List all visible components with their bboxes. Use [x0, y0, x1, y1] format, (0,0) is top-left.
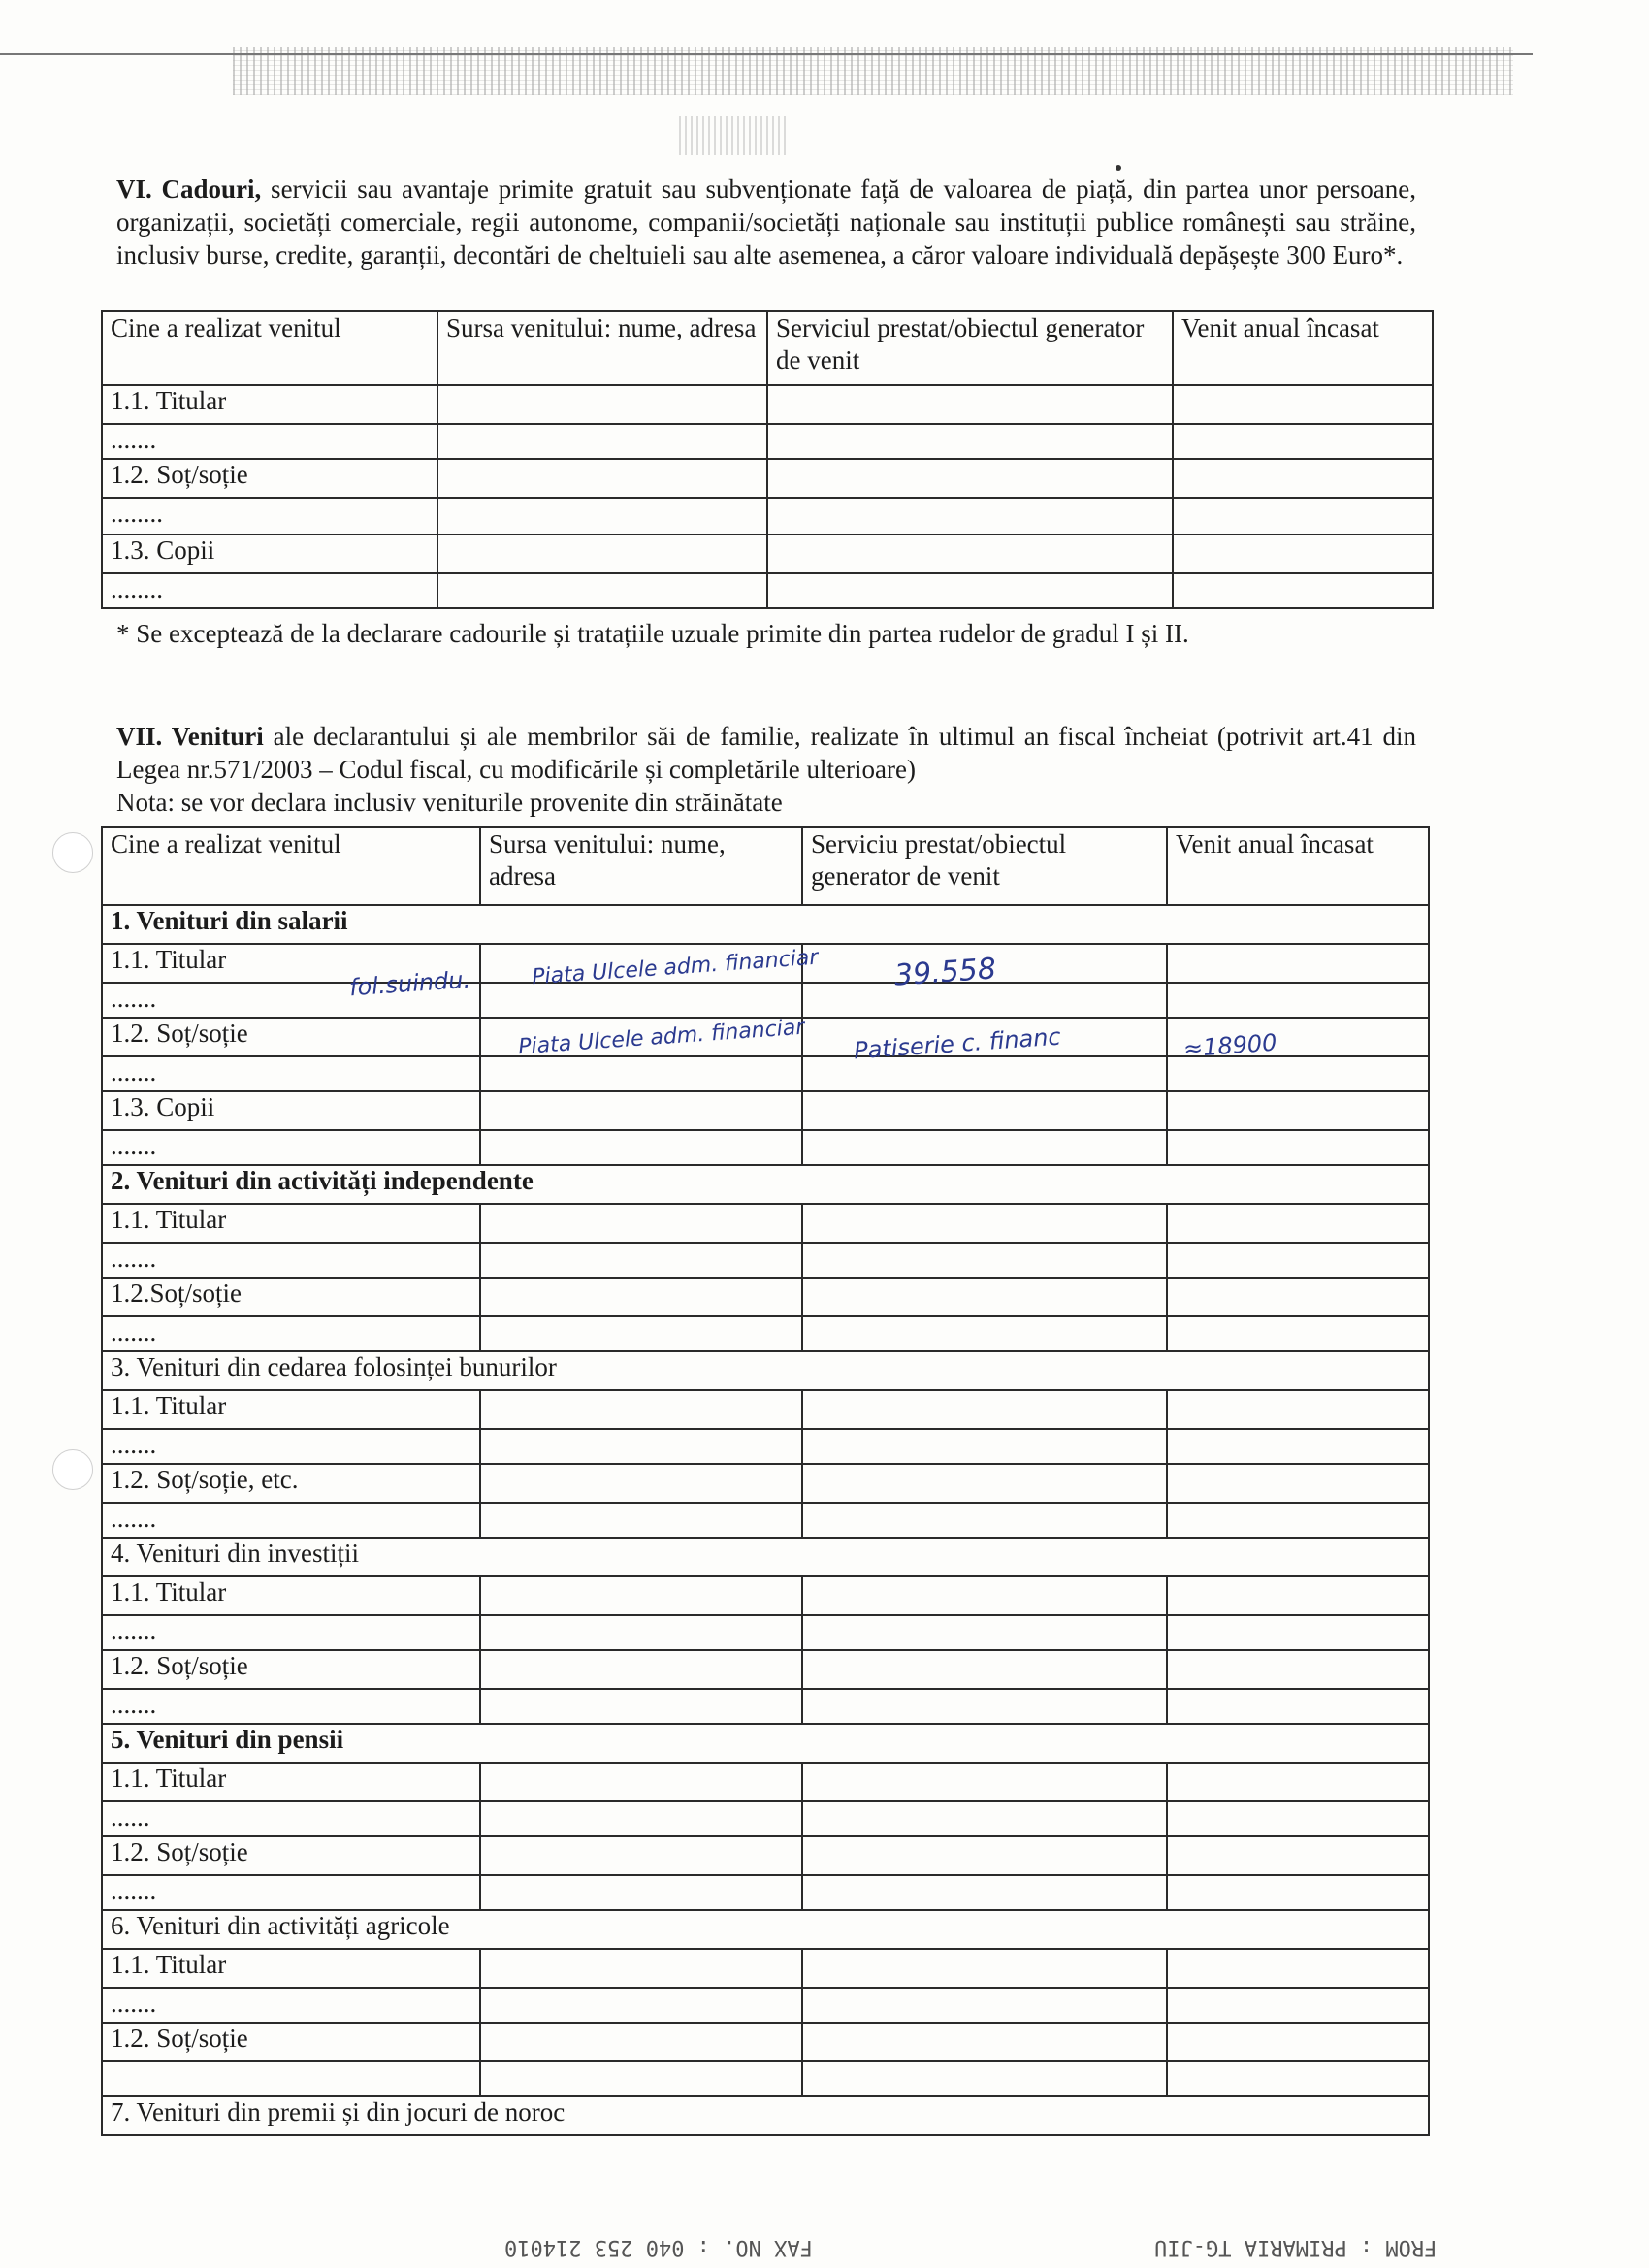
row-label: 1.1. Titular [102, 385, 437, 424]
service-cell [802, 2061, 1167, 2096]
income-cell [1167, 1390, 1429, 1429]
category-title: 4. Venituri din investiții [102, 1538, 1429, 1576]
page-top-edge [0, 53, 1533, 55]
table-row [102, 2023, 1429, 2061]
table-row [102, 498, 1433, 535]
income-cell [1167, 1576, 1429, 1615]
row-label: 1.1. Titular [102, 1204, 480, 1243]
source-cell [437, 535, 767, 573]
row-label: ....... [102, 1316, 480, 1351]
category-row [102, 905, 1429, 944]
source-cell [480, 1243, 802, 1278]
source-cell [480, 1836, 802, 1875]
income-cell [1167, 1243, 1429, 1278]
income-cell [1167, 1056, 1429, 1091]
service-cell [802, 1650, 1167, 1689]
section-6-heading: VI. Cadouri, [116, 175, 262, 204]
row-label: 1.2. Soț/soție [102, 1836, 480, 1875]
row-label: 1.1. Titular [102, 944, 480, 983]
table-row [102, 1949, 1429, 1988]
category-title: 6. Venituri din activități agricole [102, 1910, 1429, 1949]
gifts-table [101, 310, 1434, 609]
row-label: ....... [102, 983, 480, 1018]
income-cell [1167, 1801, 1429, 1836]
service-cell [802, 1429, 1167, 1464]
row-label: ....... [102, 1243, 480, 1278]
income-cell [1167, 1316, 1429, 1351]
category-title: 7. Venituri din premii și din jocuri de noroc [102, 2096, 1429, 2135]
handwritten-spouse-service: Patiserie c. financ [853, 1022, 1062, 1065]
source-cell [480, 2061, 802, 2096]
source-cell [437, 573, 767, 608]
source-cell [480, 1130, 802, 1165]
income-cell [1167, 983, 1429, 1018]
row-label: ....... [102, 1689, 480, 1724]
source-cell [437, 385, 767, 424]
service-cell [802, 1278, 1167, 1316]
table-row [102, 1503, 1429, 1538]
header-source: Sursa venitului: nume, adresa [480, 827, 802, 905]
row-label: ....... [102, 1503, 480, 1538]
service-cell [802, 1390, 1167, 1429]
service-cell [802, 1875, 1167, 1910]
source-cell [437, 424, 767, 459]
source-cell [437, 459, 767, 498]
source-cell [437, 498, 767, 535]
income-cell [1167, 1503, 1429, 1538]
category-title: 2. Venituri din activități independente [102, 1165, 1429, 1204]
handwritten-spouse-income: ≈18900 [1182, 1028, 1278, 1063]
income-cell [1167, 1875, 1429, 1910]
source-cell [480, 1650, 802, 1689]
service-cell [802, 1243, 1167, 1278]
row-label: 1.1. Titular [102, 1576, 480, 1615]
source-cell [480, 1204, 802, 1243]
service-cell [802, 1763, 1167, 1801]
row-label: 1.2. Soț/soție [102, 2023, 480, 2061]
category-row [102, 1351, 1429, 1390]
income-cell [1167, 1763, 1429, 1801]
header-income: Venit anual încasat [1167, 827, 1429, 905]
table-row [102, 424, 1433, 459]
row-label: ....... [102, 1056, 480, 1091]
service-cell [802, 1204, 1167, 1243]
row-label: ....... [102, 1875, 480, 1910]
income-cell [1167, 1204, 1429, 1243]
table-row [102, 1316, 1429, 1351]
service-cell [767, 385, 1173, 424]
category-row [102, 1538, 1429, 1576]
source-cell [480, 1689, 802, 1724]
row-label: ....... [102, 1615, 480, 1650]
category-title: 3. Venituri din cedarea folosinței bunurilor [102, 1351, 1429, 1390]
fax-from: FROM : PRIMARIA TG-JIU [1154, 2235, 1438, 2259]
income-cell [1167, 1689, 1429, 1724]
income-cell [1167, 1615, 1429, 1650]
punch-hole [52, 832, 93, 873]
table-row [102, 1615, 1429, 1650]
source-cell [480, 1988, 802, 2023]
category-title: 1. Venituri din salarii [102, 905, 1429, 944]
section-7-heading: VII. Venituri [116, 722, 264, 751]
header-service: Serviciu prestat/obiectul generator de venit [802, 827, 1167, 905]
source-cell [480, 1801, 802, 1836]
table-row [102, 1204, 1429, 1243]
service-cell [802, 1091, 1167, 1130]
service-cell [802, 1316, 1167, 1351]
table-row [102, 535, 1433, 573]
row-label: ....... [102, 424, 437, 459]
income-cell [1167, 1130, 1429, 1165]
handwritten-spouse-source: Piata Ulcele adm. financiar [517, 1015, 806, 1060]
row-label: ....... [102, 1988, 480, 2023]
header-source: Sursa venitului: nume, adresa [437, 311, 767, 385]
gifts-footnote: * Se exceptează de la declarare cadourile și tratațiile uzuale primite din partea rudelor de gradul I și II. [116, 619, 1189, 648]
row-label: 1.1. Titular [102, 1949, 480, 1988]
source-cell [480, 1278, 802, 1316]
table-row [102, 1801, 1429, 1836]
table-row [102, 1988, 1429, 2023]
row-label: 1.1. Titular [102, 1390, 480, 1429]
income-cell [1167, 1278, 1429, 1316]
source-cell [480, 1503, 802, 1538]
income-cell [1167, 944, 1429, 983]
income-cell [1173, 424, 1433, 459]
section-7-intro [116, 720, 1416, 819]
income-cell [1173, 573, 1433, 608]
fax-footer [0, 2229, 1649, 2264]
table-row [102, 1278, 1429, 1316]
row-label: ........ [102, 498, 437, 535]
section-6-text: servicii sau avantaje primite gratuit sau subvenționate față de valoarea de piață, din partea unor persoane, organizații, societăți comerciale, regii autonome, companii/societăți naționale sau instituții publice românești sau străine, inclusiv burse, credite, garanții, decontări de cheltuieli sau alte asemenea, a căror valoare individuală depășește 300 Euro*. [116, 175, 1417, 270]
income-cell [1167, 1988, 1429, 2023]
section-6-intro [116, 173, 1416, 272]
table-row [102, 1836, 1429, 1875]
table-row [102, 1464, 1429, 1503]
table-row [102, 1091, 1429, 1130]
service-cell [767, 573, 1173, 608]
source-cell [480, 983, 802, 1018]
income-cell [1167, 1836, 1429, 1875]
row-label: 1.2.Soț/soție [102, 1278, 480, 1316]
row-label: ........ [102, 573, 437, 608]
service-cell [767, 535, 1173, 573]
source-cell [480, 1615, 802, 1650]
table-row [102, 385, 1433, 424]
service-cell [802, 1464, 1167, 1503]
table-row [102, 1130, 1429, 1165]
table-row [102, 459, 1433, 498]
income-cell [1167, 1429, 1429, 1464]
service-cell [802, 1801, 1167, 1836]
table-row [102, 1763, 1429, 1801]
service-cell [802, 1503, 1167, 1538]
service-cell [802, 1988, 1167, 2023]
handwritten-titular-who: fol.suindu. [348, 965, 471, 1002]
service-cell [767, 459, 1173, 498]
category-title: 5. Venituri din pensii [102, 1724, 1429, 1763]
header-who: Cine a realizat venitul [102, 311, 437, 385]
service-cell [767, 424, 1173, 459]
source-cell [480, 1316, 802, 1351]
source-cell [480, 2023, 802, 2061]
table-row [102, 983, 1429, 1018]
table-row [102, 2061, 1429, 2096]
row-label: 1.2. Soț/soție, etc. [102, 1464, 480, 1503]
income-table-header [102, 827, 1429, 905]
income-cell [1167, 1091, 1429, 1130]
service-cell [767, 498, 1173, 535]
header-who: Cine a realizat venitul [102, 827, 480, 905]
header-service: Serviciul prestat/obiectul generator de venit [767, 311, 1173, 385]
table-row [102, 1576, 1429, 1615]
row-label: 1.1. Titular [102, 1763, 480, 1801]
service-cell [802, 1130, 1167, 1165]
table-row [102, 1243, 1429, 1278]
speck [1116, 165, 1121, 171]
table-row [102, 1689, 1429, 1724]
income-cell [1173, 498, 1433, 535]
handwritten-titular-income: 39.558 [892, 952, 998, 993]
source-cell [480, 1576, 802, 1615]
row-label [102, 2061, 480, 2096]
income-cell [1167, 1650, 1429, 1689]
source-cell [480, 1464, 802, 1503]
fax-noise-mark [679, 116, 786, 155]
category-row [102, 1910, 1429, 1949]
row-label: ....... [102, 1429, 480, 1464]
table-row [102, 1875, 1429, 1910]
table-row [102, 1650, 1429, 1689]
gifts-table-header [102, 311, 1433, 385]
fax-number: FAX NO. : 040 253 214010 [504, 2235, 813, 2259]
section-7-note: Nota: se vor declara inclusiv veniturile provenite din străinătate [116, 788, 783, 817]
punch-hole [52, 1449, 93, 1490]
row-label: ...... [102, 1801, 480, 1836]
income-cell [1173, 459, 1433, 498]
table-row [102, 573, 1433, 608]
row-label: 1.3. Copii [102, 1091, 480, 1130]
income-cell [1167, 2023, 1429, 2061]
source-cell [480, 1875, 802, 1910]
source-cell [480, 1429, 802, 1464]
table-row [102, 1056, 1429, 1091]
header-income: Venit anual încasat [1173, 311, 1433, 385]
income-cell [1173, 535, 1433, 573]
row-label: 1.3. Copii [102, 535, 437, 573]
income-cell [1167, 1949, 1429, 1988]
source-cell [480, 1091, 802, 1130]
service-cell [802, 1836, 1167, 1875]
service-cell [802, 1615, 1167, 1650]
category-row [102, 2096, 1429, 2135]
service-cell [802, 983, 1167, 1018]
row-label: 1.2. Soț/soție [102, 1018, 480, 1056]
row-label: 1.2. Soț/soție [102, 1650, 480, 1689]
source-cell [480, 1949, 802, 1988]
row-label: 1.2. Soț/soție [102, 459, 437, 498]
source-cell [480, 1390, 802, 1429]
income-cell [1167, 2061, 1429, 2096]
source-cell [480, 1056, 802, 1091]
handwritten-titular-source: Piata Ulcele adm. financiar [531, 945, 820, 990]
income-cell [1173, 385, 1433, 424]
service-cell [802, 1689, 1167, 1724]
service-cell [802, 1576, 1167, 1615]
table-row [102, 1390, 1429, 1429]
row-label: ....... [102, 1130, 480, 1165]
income-cell [1167, 1464, 1429, 1503]
source-cell [480, 1763, 802, 1801]
section-7-text: ale declarantului și ale membrilor săi de familie, realizate în ultimul an fiscal încheiat (potrivit art.41 din Legea nr.571/2003 – Codul fiscal, cu modificările și completările ulterioare) [116, 722, 1416, 784]
service-cell [802, 2023, 1167, 2061]
category-row [102, 1165, 1429, 1204]
service-cell [802, 1949, 1167, 1988]
table-row [102, 1429, 1429, 1464]
category-row [102, 1724, 1429, 1763]
